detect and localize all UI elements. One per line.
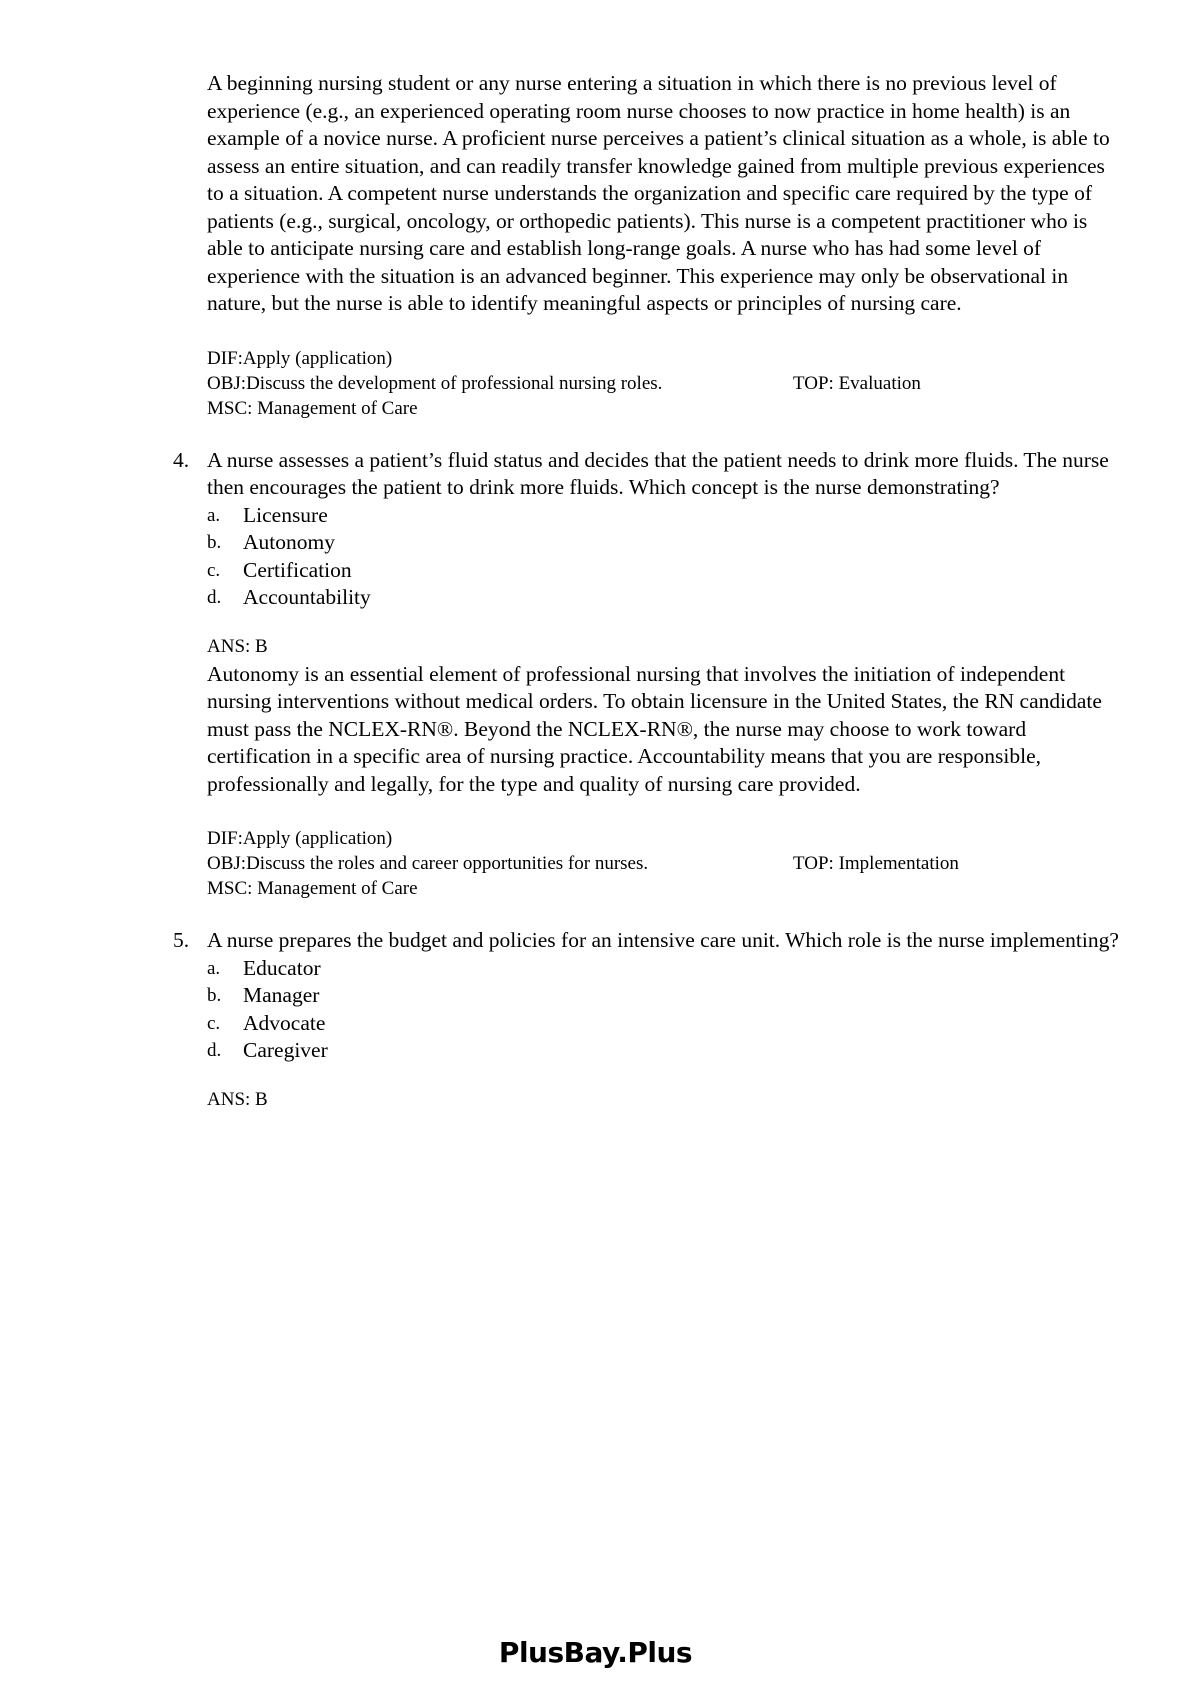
document-content [173,70,1127,1112]
option-c [207,557,1127,585]
question-obj-top-row [207,851,1127,876]
intro-obj-top-row [207,371,1127,396]
option-text: Licensure [243,502,328,527]
option-c [207,1010,1127,1038]
option-a [207,502,1127,530]
question-obj: OBJ:Discuss the roles and career opportunities for nurses. [207,853,649,874]
intro-obj: OBJ:Discuss the development of professional nursing roles. [207,372,663,394]
intro-msc: MSC: Management of Care [207,397,418,419]
option-text: Educator [243,955,321,980]
option-text: Advocate [243,1010,326,1035]
intro-top: TOP: Evaluation [793,372,921,394]
intro-rationale: A beginning nursing student or any nurse entering a situation in which there is no previous level of experience (e.g., an experienced operating room nurse chooses to now practice in home health) is an example of a novice nurse. A proficient nurse perceives a patient’s clinical situation as a whole, is able to assess an entire situation, and can readily transfer knowledge gained from multiple previous experiences to a situation. A competent nurse understands the organization and specific care required by the type of patients (e.g., surgical, oncology, or orthopedic patients). This nurse is a competent practitioner who is able to anticipate nursing care and establish long-range goals. A nurse who has had some level of experience with the situation is an advanced beginner. This experience may only be observational in nature, but the nurse is able to identify meaningful aspects or principles of nursing care. [207,71,1110,315]
option-list [207,502,1127,612]
answer-key: ANS: B [207,1088,268,1110]
question-msc: MSC: Management of Care [207,878,418,899]
option-d [207,1037,1127,1065]
option-d [207,584,1127,612]
question-4 [173,447,1127,902]
option-b [207,982,1127,1010]
option-letter: c. [207,559,221,581]
intro-metadata [207,346,1127,421]
question-number: 5. [173,928,190,952]
option-text: Accountability [243,585,371,609]
option-text: Autonomy [243,530,335,554]
option-letter: d. [207,1040,222,1061]
question-dif: DIF:Apply (application) [207,828,393,849]
answer-key: ANS: B [207,635,268,657]
option-text: Manager [243,983,320,1007]
footer-brand-watermark: PlusBay.Plus [498,1636,693,1669]
question-stem: A nurse prepares the budget and policies for an intensive care unit. Which role is the nurse implementing? [207,928,1119,952]
option-text: Caregiver [243,1038,328,1062]
answer-rationale: Autonomy is an essential element of professional nursing that involves the initiation of independent nursing interventions without medical orders. To obtain licensure in the United States, the RN candidate must pass the NCLEX-RN®. Beyond the NCLEX-RN®, the nurse may choose to work toward certification in a specific area of nursing practice. Accountability means that you are responsible, professionally and legally, for the type and quality of nursing care provided. [207,661,1102,796]
option-a [207,955,1127,983]
question-number: 4. [173,447,190,472]
option-letter: d. [207,587,222,608]
option-letter: b. [207,532,222,553]
option-letter: b. [207,985,222,1006]
question-stem: A nurse assesses a patient’s fluid status and decides that the patient needs to drink more fluids. The nurse then encourages the patient to drink more fluids. Which concept is the nurse demonstrating? [207,447,1109,499]
option-letter: a. [207,504,221,526]
option-letter: c. [207,1012,221,1034]
option-letter: a. [207,957,221,979]
option-text: Certification [243,557,352,582]
option-b [207,529,1127,557]
question-metadata [207,826,1127,901]
intro-dif: DIF:Apply (application) [207,347,393,369]
question-5 [173,927,1127,1112]
question-top: TOP: Implementation [793,853,959,874]
option-list [207,955,1127,1065]
